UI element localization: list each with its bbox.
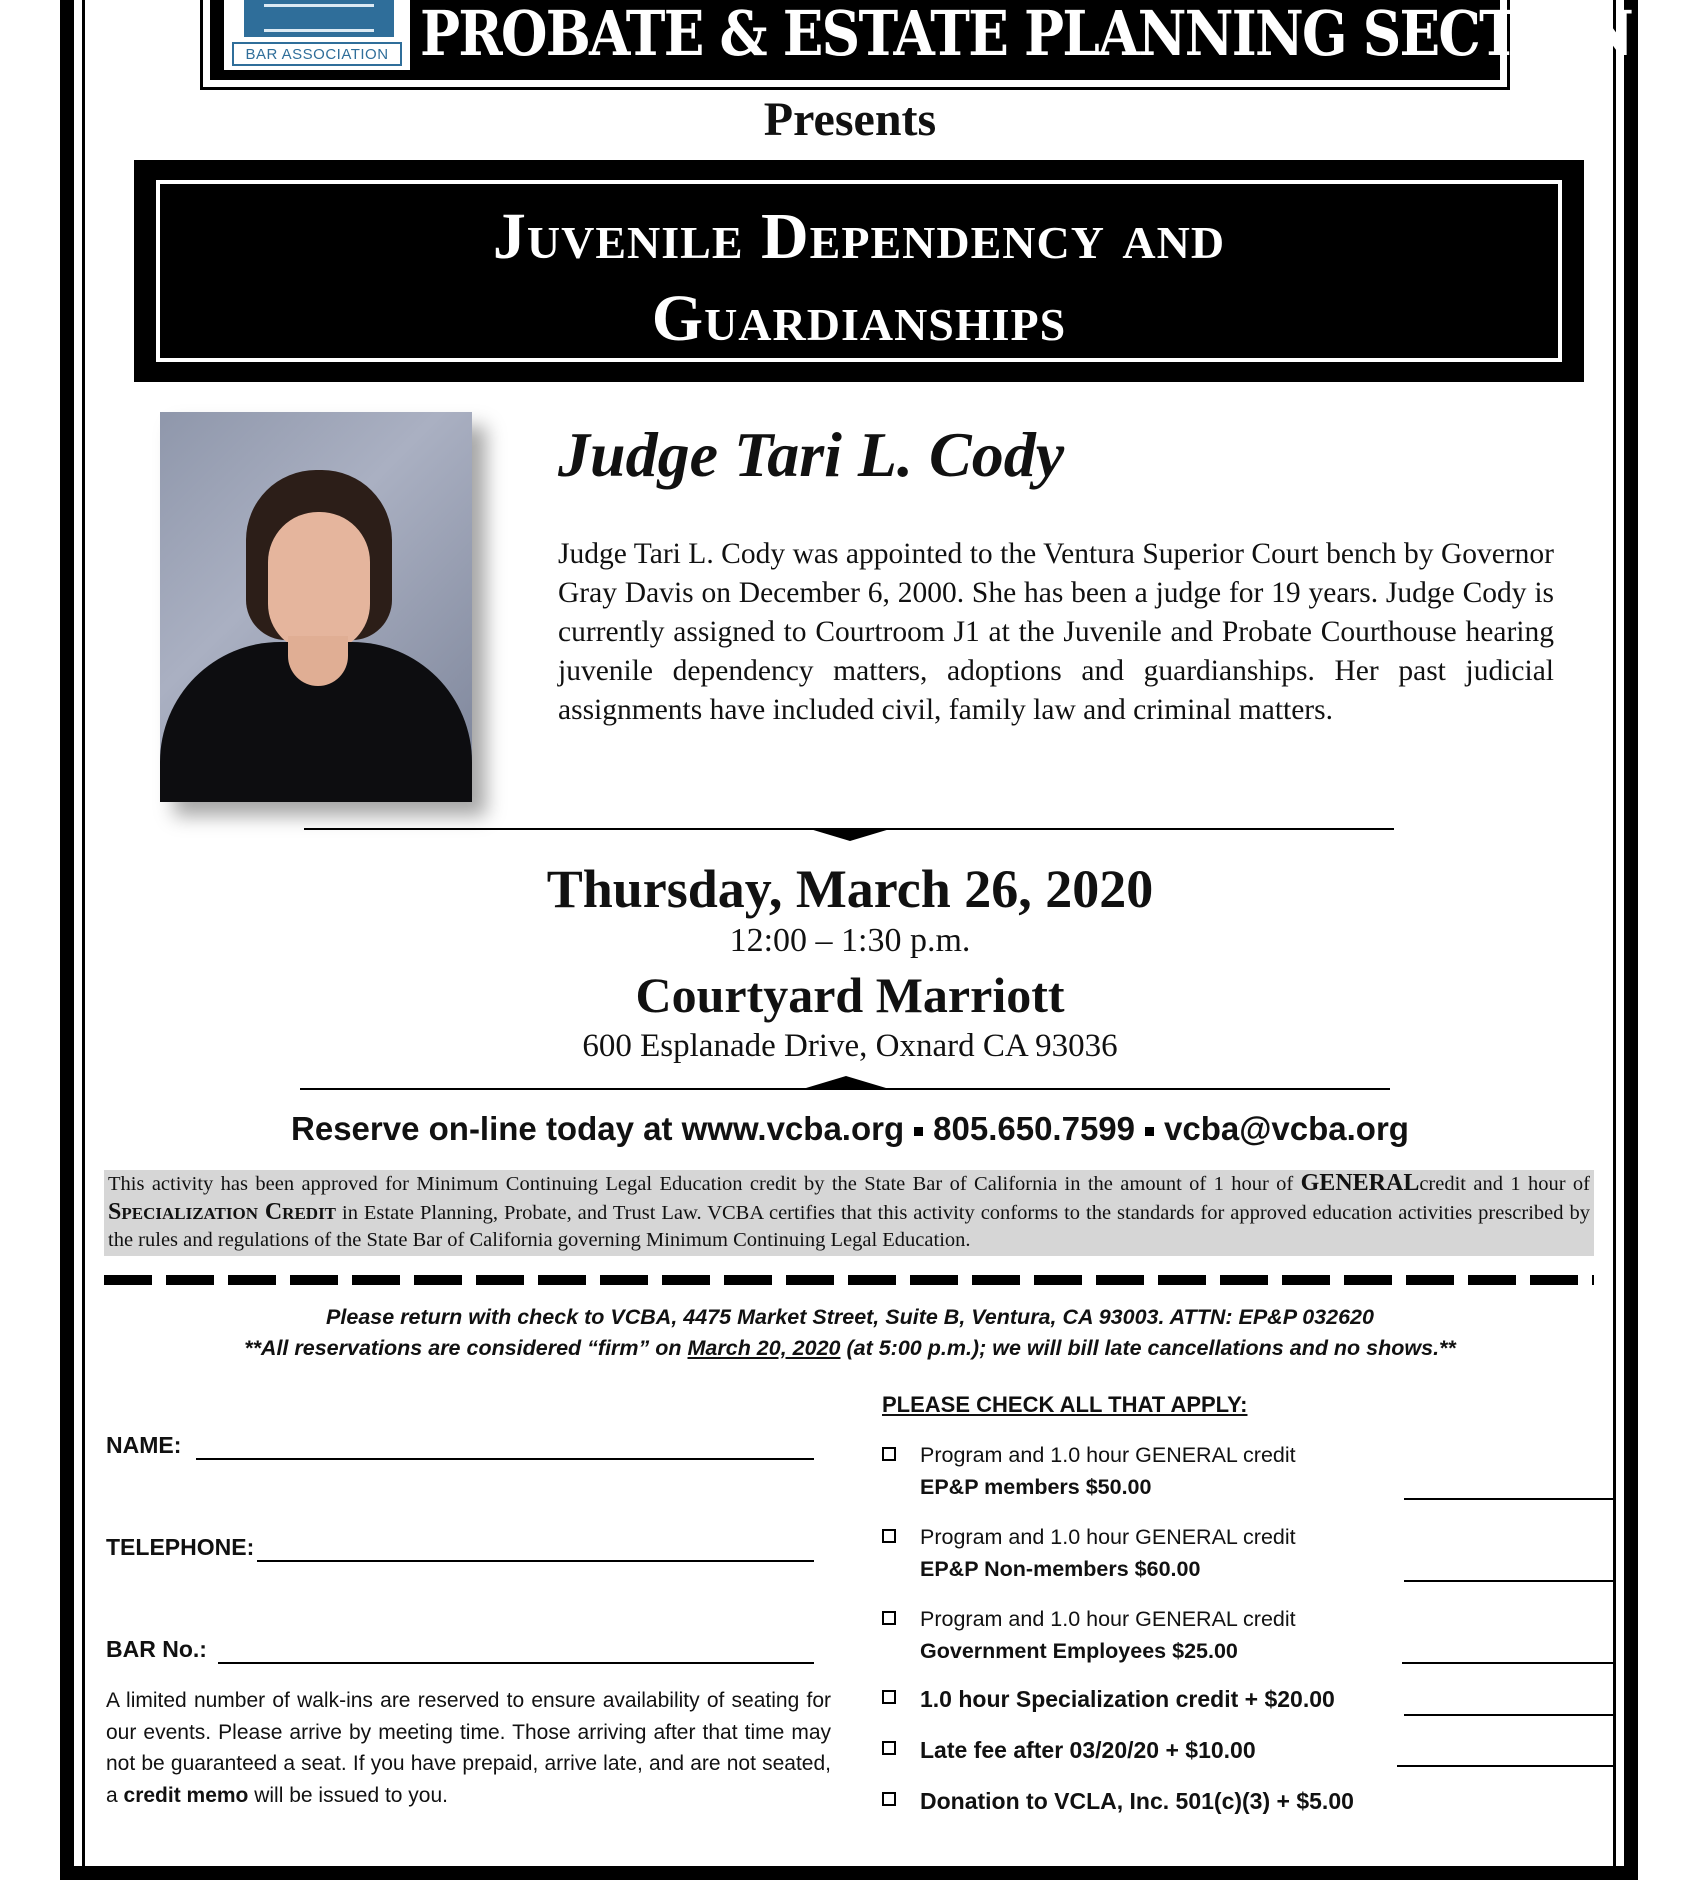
option-price: Government Employees $25.00 [920,1639,1238,1663]
amount-field[interactable] [1404,1580,1614,1582]
mcle-text-2: credit and 1 hour of [1419,1173,1590,1195]
bar-number-field[interactable] [218,1662,814,1664]
event-time: 12:00 – 1:30 p.m. [729,922,971,959]
amount-field[interactable] [1404,1498,1614,1500]
walk-in-text-2: will be issued to you. [248,1783,448,1807]
option-price: EP&P Non-members $60.00 [920,1557,1201,1581]
telephone-label [106,1534,254,1561]
checkbox[interactable] [882,1529,896,1543]
option-description: Program and 1.0 hour GENERAL credit [920,1525,1296,1549]
return-instructions: Please return with check to VCBA, 4475 Market Street, Suite B, Ventura, CA 93003. ATTN: EP&P 032620 [326,1305,1374,1329]
option-price: EP&P members $50.00 [920,1475,1152,1499]
walk-in-text-1: A limited number of walk-ins are reserved to ensure availability of seating for our events. Please arrive by meeting time. Those arriving after that time may not be guaranteed a seat. If you have prepaid, arrive late, and are not seated, a [106,1689,831,1807]
speaker-name: Judge Tari L. Cody [558,419,1065,490]
mcle-notice [104,1170,1594,1256]
photo-face [268,512,370,652]
policy-text-1: **All reservations are considered “firm” on [244,1336,688,1360]
reserve-line [0,1110,1700,1148]
program-title-line-2: Guardianships [651,282,1067,355]
speaker-photo [160,412,472,802]
reserve-email: vcba@vcba.org [1164,1110,1409,1147]
policy-text-2: (at 5:00 p.m.); we will bill late cancellations and no shows.** [840,1336,1456,1360]
mcle-general: GENERAL [1300,1170,1420,1196]
checkbox[interactable] [882,1447,896,1461]
telephone-label-text: TELEPHONE: [106,1534,255,1560]
presents-text: Presents [763,93,937,146]
checkbox[interactable] [882,1792,896,1806]
policy-date: March 20, 2020 [687,1336,841,1360]
logo-graphic [244,0,394,37]
program-title-line-1: Juvenile Dependency and [492,200,1226,273]
checkbox[interactable] [882,1690,896,1704]
logo-text: BAR ASSOCIATION [232,42,402,66]
walk-in-notice [106,1685,831,1811]
mcle-text-3: in Estate Planning, Probate, and Trust Law. VCBA certifies that this activity conforms to the standards for approved education activities prescribed by the rules and regulations of the State Bar of California governing Minimum Continuing Legal Education. [108,1201,1590,1251]
speaker-bio: Judge Tari L. Cody was appointed to the Ventura Superior Court bench by Governor Gray Davis on December 6, 2000. She has been a judge for 19 years. Judge Cody is currently assigned to Courtroom J1 at the Juvenile and Probate Courthouse hearing juvenile dependency matters, adoptions and guardianships. Her past judicial assignments have included civil, family law and criminal matters. [558,538,1554,726]
divider-ornament-bottom [806,1076,886,1088]
program-title [156,196,1562,360]
name-field[interactable] [196,1458,814,1460]
separator-square [914,1127,923,1136]
bar-number-label: BAR No.: [106,1636,207,1662]
checkbox[interactable] [882,1741,896,1755]
option-description: Donation to VCLA, Inc. 501(c)(3) + $5.00 [920,1788,1354,1814]
event-venue: Courtyard Marriott [635,967,1065,1023]
event-date: Thursday, March 26, 2020 [546,859,1154,919]
amount-field[interactable] [1404,1714,1614,1716]
options-heading: PLEASE CHECK ALL THAT APPLY: [882,1392,1248,1417]
walk-in-credit-memo: credit memo [123,1783,249,1807]
reserve-phone: 805.650.7599 [933,1110,1136,1147]
option-description: Late fee after 03/20/20 + $10.00 [920,1737,1256,1763]
separator-square [1145,1127,1154,1136]
divider-ornament-top [810,829,890,841]
amount-field[interactable] [1397,1765,1614,1767]
reserve-text: Reserve on-line today at www.vcba.org [291,1110,905,1147]
telephone-field[interactable] [257,1560,814,1562]
mcle-specialization: Specialization Credit [108,1198,337,1225]
option-description: 1.0 hour Specialization credit + $20.00 [920,1686,1335,1712]
bar-association-logo [222,0,412,72]
option-description: Program and 1.0 hour GENERAL credit [920,1443,1296,1467]
divider-bottom [300,1088,1390,1090]
option-description: Program and 1.0 hour GENERAL credit [920,1607,1296,1631]
section-title: PROBATE & ESTATE PLANNING SECTION [420,0,1633,70]
mcle-text-1: This activity has been approved for Minimum Continuing Legal Education credit by the State Bar of California in the amount of 1 hour of [108,1173,1301,1195]
cut-line [104,1275,1594,1285]
event-address: 600 Esplanade Drive, Oxnard CA 93036 [582,1028,1118,1064]
amount-field[interactable] [1402,1662,1614,1664]
reservation-policy [0,1336,1700,1361]
checkbox[interactable] [882,1611,896,1625]
name-label: NAME: [106,1432,182,1458]
